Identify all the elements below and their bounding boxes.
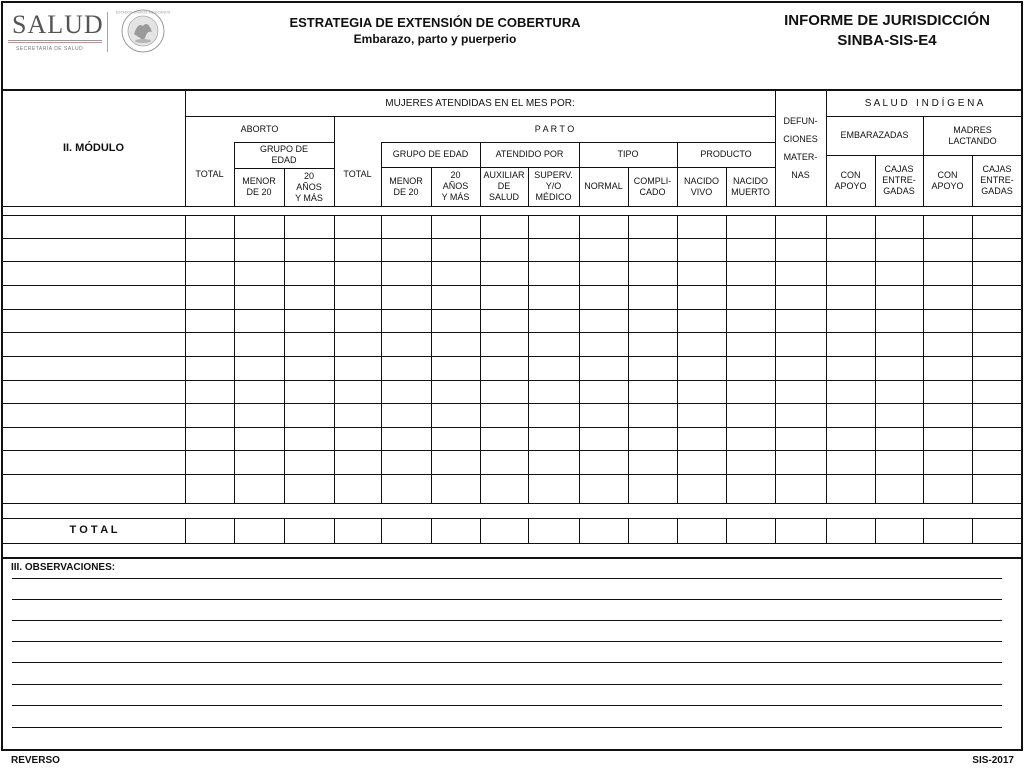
salud-logo [6,8,106,52]
pregnant-support-header: CON APOYO [834,169,867,191]
salud-logo-word: SALUD [12,10,104,39]
lactating-boxes-header: CAJAS ENTRE- GADAS [980,164,1014,196]
parto-20-plus-header: 20 AÑOS Y MÁS [441,170,470,202]
pregnant-boxes-header: CAJAS ENTRE- GADAS [882,164,916,196]
aborto-20-plus-header: 20 AÑOS Y MÁS [295,170,323,203]
parto-under-20-header: MENOR DE 20 [389,175,423,197]
aborto-header: ABORTO [240,123,279,134]
stillborn-header: NACIDO MUERTO [731,175,770,197]
pregnant-header: EMBARAZADAS [840,130,909,140]
indigenous-health-header: S A L U D I N D Í G E N A [864,97,984,109]
eagle-seal-icon [115,8,171,54]
report-code: SINBA-SIS-E4 [837,32,937,49]
parto-age-group-header: GRUPO DE EDAD [392,149,469,159]
strategy-subtitle: Embarazo, parto y puerperio [353,32,517,46]
parto-header: P A R T O [534,123,575,134]
type-header: TIPO [617,149,639,159]
health-auxiliary-header: AUXILIAR DE SALUD [483,170,525,202]
complicated-header: COMPLI- CADO [633,175,672,197]
lactating-mothers-header: MADRES LACTANDO [948,124,997,146]
parto-total-header: TOTAL [343,168,372,179]
national-seal [115,8,171,54]
observations-label: III. OBSERVACIONES: [11,562,116,573]
report-title: INFORME DE JURISDICCIÓN [784,12,990,29]
module-label: II. MÓDULO [62,141,125,154]
total-row-label: T O T A L [69,524,118,536]
lactating-support-header: CON APOYO [931,169,964,191]
product-header: PRODUCTO [700,149,752,159]
aborto-age-group-header: GRUPO DE EDAD [259,144,308,165]
born-alive-header: NACIDO VIVO [683,175,719,197]
footer-form-code: SIS-2017 [972,755,1014,766]
footer-reverso: REVERSO [11,755,60,766]
strategy-title: ESTRATEGIA DE EXTENSIÓN DE COBERTURA [289,15,581,30]
logo-accent-line [8,42,102,43]
aborto-total-header: TOTAL [195,168,224,179]
women-attended-header: MUJERES ATENDIDAS EN EL MES POR: [385,97,575,109]
supervisor-doctor-header: SUPERV. Y/O MÉDICO [534,170,573,202]
normal-header: NORMAL [584,181,623,191]
logo-divider [107,12,108,52]
maternal-deaths-header: DEFUN- CIONES MATER- NAS [783,116,818,180]
logo-underline [8,40,102,41]
svg-text:ESTADOS UNIDOS MEXICANOS: ESTADOS UNIDOS MEXICANOS [115,10,171,15]
aborto-under-20-header: MENOR DE 20 [242,176,276,197]
salud-logo-subtitle: SECRETARÍA DE SALUD [16,46,84,52]
attended-by-header: ATENDIDO POR [495,149,564,159]
